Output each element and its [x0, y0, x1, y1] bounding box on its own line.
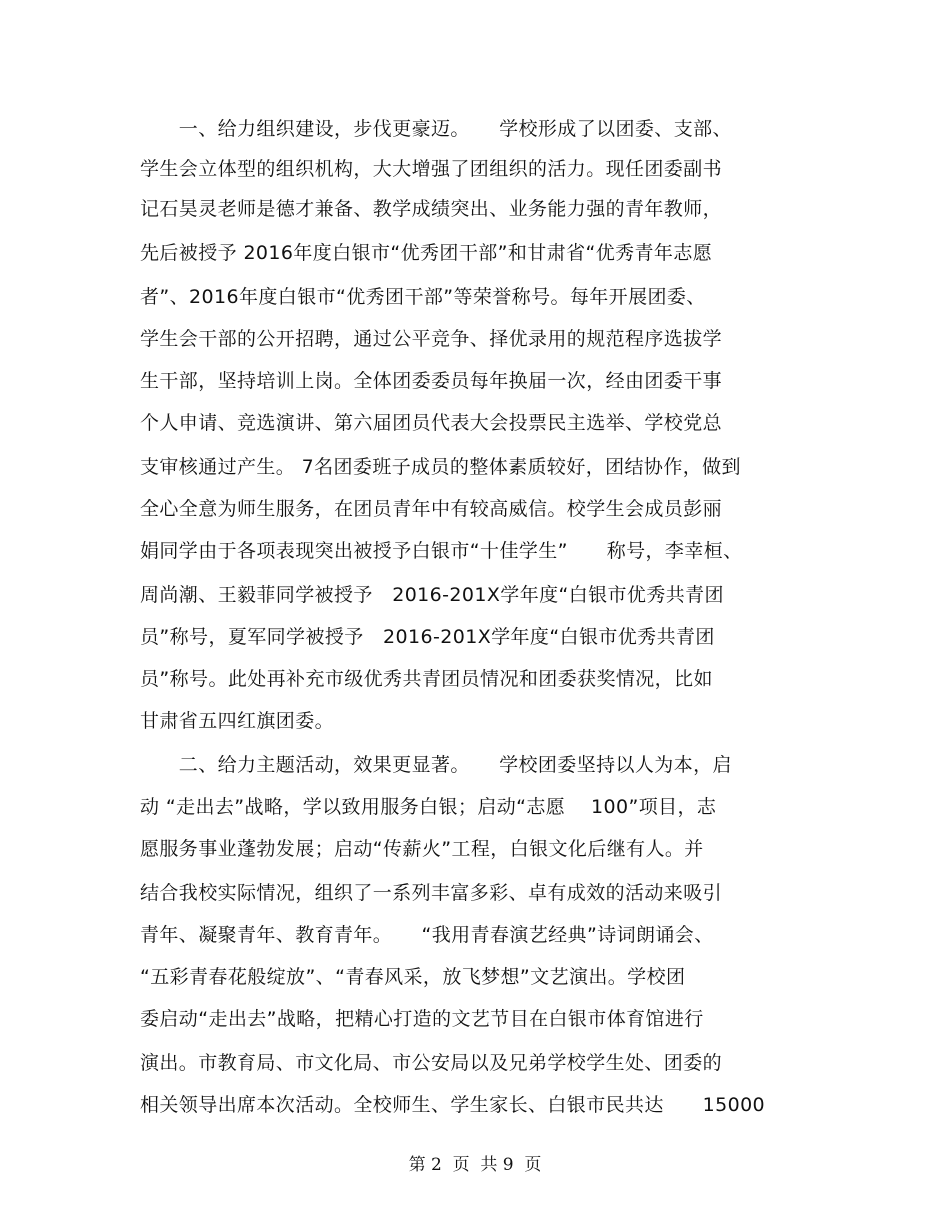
- page-number: 第 2 页 共 9 页: [408, 1155, 542, 1175]
- text-line: 记石昊灵老师是德才兼备、教学成绩突出、业务能力强的青年教师，: [140, 198, 723, 220]
- text-line: 学生会干部的公开招聘，通过公平竞争、择优录用的规范程序选拔学: [140, 328, 723, 350]
- text-line: 学生会立体型的组织机构，大大增强了团组织的活力。现任团委副书: [140, 158, 723, 180]
- text-line: 员”称号。此处再补充市级优秀共青团员情况和团委获奖情况，比如: [140, 668, 713, 690]
- text-line: 相关领导出席本次活动。全校师生、学生家长、白银市民共达 15000: [140, 1094, 766, 1116]
- text-line: 二、给力主题活动，效果更显著。 学校团委坚持以人为本，启: [140, 754, 732, 776]
- text-line: 员”称号，夏军同学被授予 2016-201X学年度“白银市优秀共青团: [140, 626, 715, 648]
- text-line: 娟同学由于各项表现突出被授予白银市“十佳学生” 称号，李幸桓、: [140, 540, 743, 562]
- text-line: 演出。市教育局、市文化局、市公安局以及兄弟学校学生处、团委的: [140, 1052, 723, 1074]
- text-line: 结合我校实际情况，组织了一系列丰富多彩、卓有成效的活动来吸引: [140, 882, 723, 904]
- text-line: 生干部，坚持培训上岗。全体团委委员每年换届一次，经由团委干事: [140, 370, 723, 392]
- text-line: 全心全意为师生服务，在团员青年中有较高威信。校学生会成员彭丽: [140, 498, 723, 520]
- text-line: 个人申请、竞选演讲、第六届团员代表大会投票民主选举、学校党总: [140, 412, 723, 434]
- text-line: “五彩青春花般绽放”、“青春风采，放飞梦想”文艺演出。学校团: [140, 966, 686, 988]
- text-line: 动 “走出去”战略，学以致用服务白银；启动“志愿 100”项目，志: [140, 796, 717, 818]
- text-line: 甘肃省五四红旗团委。: [140, 710, 335, 732]
- text-line: 愿服务事业蓬勃发展；启动“传薪火”工程，白银文化后继有人。并: [140, 838, 704, 860]
- text-line: 先后被授予 2016年度白银市“优秀团干部”和甘肃省“优秀青年志愿: [140, 242, 713, 264]
- text-line: 周尚潮、王毅菲同学被授予 2016-201X学年度“白银市优秀共青团: [140, 584, 724, 606]
- text-line: 一、给力组织建设，步伐更豪迈。 学校形成了以团委、支部、: [140, 118, 732, 140]
- text-line: 者”、2016年度白银市“优秀团干部”等荣誉称号。每年开展团委、: [140, 286, 706, 308]
- text-line: 委启动“走出去”战略，把精心打造的文艺节目在白银市体育馆进行: [140, 1008, 704, 1030]
- text-line: 支审核通过产生。 7名团委班子成员的整体素质较好，团结协作，做到: [140, 456, 741, 478]
- text-line: 青年、凝聚青年、教育青年。 “我用青春演艺经典”诗词朗诵会、: [140, 924, 714, 946]
